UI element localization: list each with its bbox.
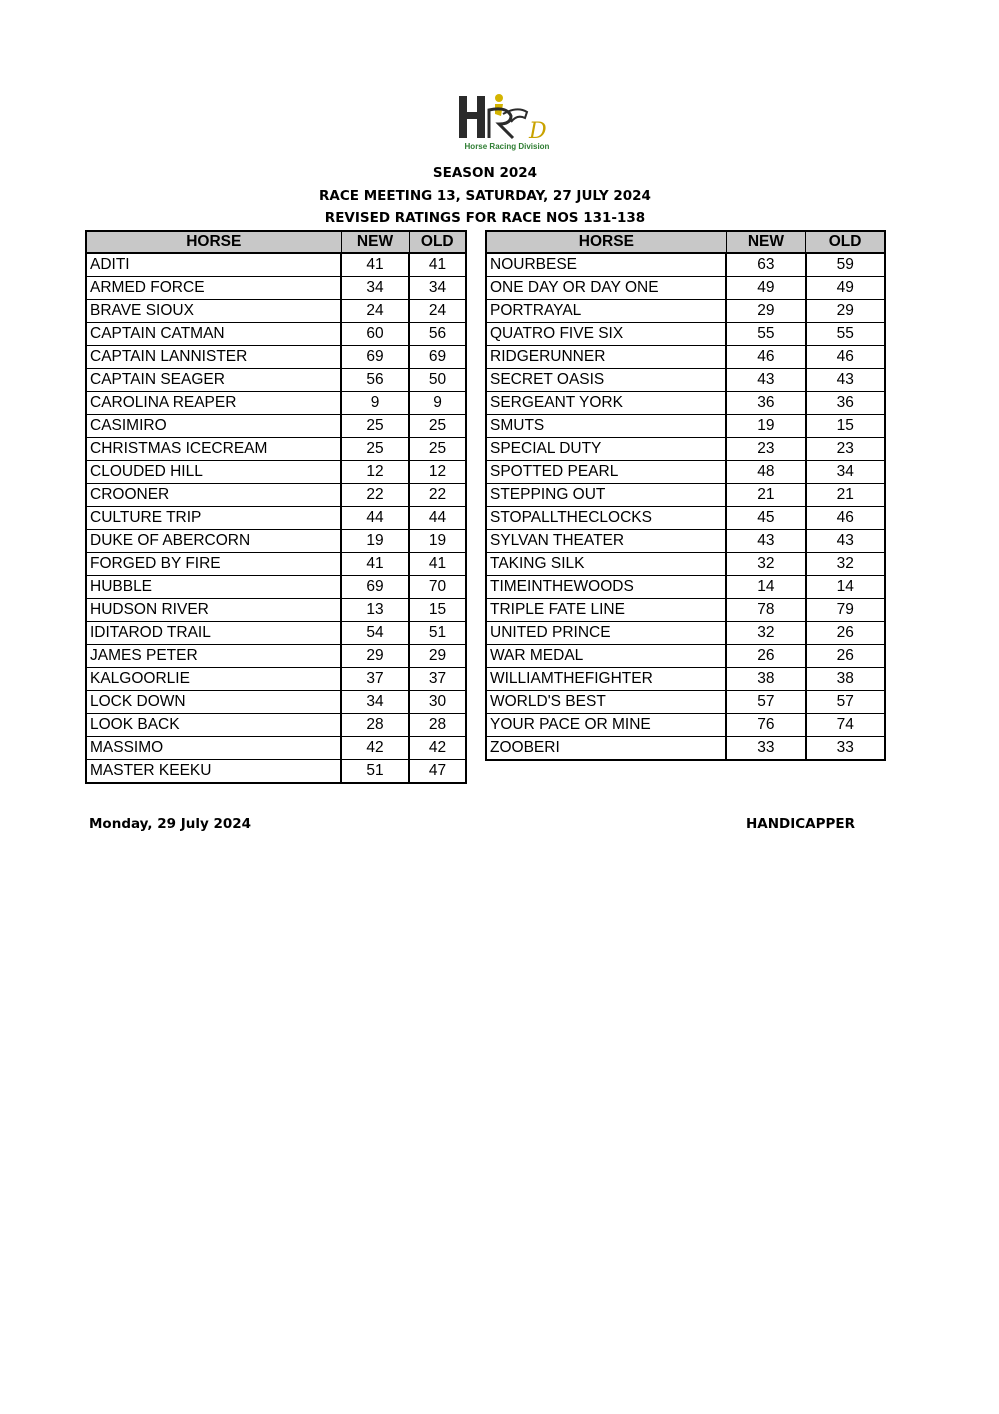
table-row — [86, 760, 466, 784]
old-rating-cell: 15 — [409, 599, 466, 622]
new-rating-cell: 28 — [341, 714, 409, 737]
horse-name-cell: STOPALLTHECLOCKS — [486, 507, 726, 530]
ratings-title: REVISED RATINGS FOR RACE NOS 131-138 — [324, 210, 646, 226]
horse-name-cell: CULTURE TRIP — [86, 507, 341, 530]
old-rating-cell: 21 — [806, 484, 885, 507]
new-rating-cell: 32 — [726, 622, 805, 645]
table-row — [486, 438, 885, 461]
table-row — [486, 392, 885, 415]
horse-name-cell: HUBBLE — [86, 576, 341, 599]
table-row — [86, 323, 466, 346]
new-rating-cell: 29 — [726, 300, 805, 323]
table-row — [486, 346, 885, 369]
table-row — [86, 645, 466, 668]
new-rating-cell: 51 — [341, 760, 409, 784]
horse-name-cell: PORTRAYAL — [486, 300, 726, 323]
old-rating-cell: 69 — [409, 346, 466, 369]
column-header-old: OLD — [806, 231, 885, 253]
table-header-row — [486, 231, 885, 253]
table-row — [86, 530, 466, 553]
horse-name-cell: ARMED FORCE — [86, 277, 341, 300]
table-row — [86, 277, 466, 300]
horse-name-cell: SERGEANT YORK — [486, 392, 726, 415]
table-row — [86, 576, 466, 599]
horse-name-cell: CAROLINA REAPER — [86, 392, 341, 415]
table-row — [486, 553, 885, 576]
new-rating-cell: 12 — [341, 461, 409, 484]
old-rating-cell: 38 — [806, 668, 885, 691]
new-rating-cell: 41 — [341, 253, 409, 277]
horse-name-cell: IDITAROD TRAIL — [86, 622, 341, 645]
old-rating-cell: 41 — [409, 253, 466, 277]
horse-racing-logo-icon — [455, 92, 559, 144]
table-row — [86, 415, 466, 438]
old-rating-cell: 34 — [409, 277, 466, 300]
table-row — [86, 668, 466, 691]
footer-signature: HANDICAPPER — [746, 816, 856, 832]
new-rating-cell: 29 — [341, 645, 409, 668]
old-rating-cell: 22 — [409, 484, 466, 507]
horse-name-cell: ONE DAY OR DAY ONE — [486, 277, 726, 300]
old-rating-cell: 44 — [409, 507, 466, 530]
horse-name-cell: SYLVAN THEATER — [486, 530, 726, 553]
ratings-table-left — [85, 230, 467, 784]
table-row — [486, 300, 885, 323]
table-row — [486, 323, 885, 346]
table-row — [86, 714, 466, 737]
table-row — [86, 346, 466, 369]
new-rating-cell: 69 — [341, 576, 409, 599]
table-row — [86, 392, 466, 415]
table-row — [486, 645, 885, 668]
horse-name-cell: QUATRO FIVE SIX — [486, 323, 726, 346]
old-rating-cell: 29 — [806, 300, 885, 323]
table-row — [86, 369, 466, 392]
new-rating-cell: 56 — [341, 369, 409, 392]
horse-name-cell: UNITED PRINCE — [486, 622, 726, 645]
horse-name-cell: ADITI — [86, 253, 341, 277]
horse-name-cell: ZOOBERI — [486, 737, 726, 761]
horse-name-cell: CAPTAIN SEAGER — [86, 369, 341, 392]
old-rating-cell: 19 — [409, 530, 466, 553]
new-rating-cell: 45 — [726, 507, 805, 530]
old-rating-cell: 43 — [806, 369, 885, 392]
table-row — [86, 599, 466, 622]
horse-name-cell: TAKING SILK — [486, 553, 726, 576]
old-rating-cell: 36 — [806, 392, 885, 415]
horse-name-cell: TRIPLE FATE LINE — [486, 599, 726, 622]
table-row — [486, 484, 885, 507]
new-rating-cell: 57 — [726, 691, 805, 714]
old-rating-cell: 41 — [409, 553, 466, 576]
new-rating-cell: 54 — [341, 622, 409, 645]
new-rating-cell: 55 — [726, 323, 805, 346]
new-rating-cell: 38 — [726, 668, 805, 691]
old-rating-cell: 26 — [806, 645, 885, 668]
table-row — [486, 461, 885, 484]
new-rating-cell: 69 — [341, 346, 409, 369]
column-header-horse: HORSE — [486, 231, 726, 253]
table-row — [86, 737, 466, 760]
table-row — [486, 622, 885, 645]
old-rating-cell: 9 — [409, 392, 466, 415]
horse-name-cell: RIDGERUNNER — [486, 346, 726, 369]
table-row — [486, 277, 885, 300]
new-rating-cell: 14 — [726, 576, 805, 599]
old-rating-cell: 49 — [806, 277, 885, 300]
new-rating-cell: 34 — [341, 277, 409, 300]
new-rating-cell: 46 — [726, 346, 805, 369]
new-rating-cell: 26 — [726, 645, 805, 668]
new-rating-cell: 19 — [341, 530, 409, 553]
table-row — [486, 530, 885, 553]
old-rating-cell: 70 — [409, 576, 466, 599]
hrd-logo — [455, 92, 559, 158]
logo-caption: Horse Racing Division — [464, 142, 550, 151]
new-rating-cell: 23 — [726, 438, 805, 461]
old-rating-cell: 51 — [409, 622, 466, 645]
horse-name-cell: NOURBESE — [486, 253, 726, 277]
new-rating-cell: 33 — [726, 737, 805, 761]
table-row — [486, 369, 885, 392]
table-row — [486, 576, 885, 599]
new-rating-cell: 76 — [726, 714, 805, 737]
old-rating-cell: 55 — [806, 323, 885, 346]
horse-name-cell: SMUTS — [486, 415, 726, 438]
horse-name-cell: CROONER — [86, 484, 341, 507]
table-row — [86, 461, 466, 484]
old-rating-cell: 29 — [409, 645, 466, 668]
horse-name-cell: CASIMIRO — [86, 415, 341, 438]
table-row — [486, 253, 885, 277]
table-row — [486, 691, 885, 714]
new-rating-cell: 48 — [726, 461, 805, 484]
new-rating-cell: 25 — [341, 438, 409, 461]
old-rating-cell: 37 — [409, 668, 466, 691]
new-rating-cell: 25 — [341, 415, 409, 438]
old-rating-cell: 79 — [806, 599, 885, 622]
old-rating-cell: 32 — [806, 553, 885, 576]
new-rating-cell: 49 — [726, 277, 805, 300]
old-rating-cell: 56 — [409, 323, 466, 346]
horse-name-cell: BRAVE SIOUX — [86, 300, 341, 323]
old-rating-cell: 46 — [806, 507, 885, 530]
old-rating-cell: 30 — [409, 691, 466, 714]
table-row — [86, 484, 466, 507]
column-header-old: OLD — [409, 231, 466, 253]
old-rating-cell: 43 — [806, 530, 885, 553]
new-rating-cell: 44 — [341, 507, 409, 530]
old-rating-cell: 34 — [806, 461, 885, 484]
ratings-table-right — [485, 230, 886, 761]
horse-name-cell: YOUR PACE OR MINE — [486, 714, 726, 737]
old-rating-cell: 12 — [409, 461, 466, 484]
old-rating-cell: 50 — [409, 369, 466, 392]
meeting-title: RACE MEETING 13, SATURDAY, 27 JULY 2024 — [319, 188, 651, 204]
svg-text:D: D — [529, 119, 547, 144]
old-rating-cell: 15 — [806, 415, 885, 438]
horse-name-cell: FORGED BY FIRE — [86, 553, 341, 576]
new-rating-cell: 43 — [726, 530, 805, 553]
horse-name-cell: WORLD'S BEST — [486, 691, 726, 714]
horse-name-cell: WAR MEDAL — [486, 645, 726, 668]
new-rating-cell: 63 — [726, 253, 805, 277]
column-header-new: NEW — [341, 231, 409, 253]
old-rating-cell: 25 — [409, 438, 466, 461]
horse-name-cell: STEPPING OUT — [486, 484, 726, 507]
new-rating-cell: 24 — [341, 300, 409, 323]
horse-name-cell: SPECIAL DUTY — [486, 438, 726, 461]
season-title: SEASON 2024 — [432, 165, 538, 181]
table-row — [86, 691, 466, 714]
new-rating-cell: 13 — [341, 599, 409, 622]
footer-date: Monday, 29 July 2024 — [89, 816, 252, 832]
horse-name-cell: LOCK DOWN — [86, 691, 341, 714]
table-row — [86, 553, 466, 576]
table-row — [486, 737, 885, 761]
horse-name-cell: CAPTAIN LANNISTER — [86, 346, 341, 369]
old-rating-cell: 33 — [806, 737, 885, 761]
old-rating-cell: 42 — [409, 737, 466, 760]
old-rating-cell: 59 — [806, 253, 885, 277]
horse-name-cell: JAMES PETER — [86, 645, 341, 668]
new-rating-cell: 41 — [341, 553, 409, 576]
new-rating-cell: 43 — [726, 369, 805, 392]
horse-name-cell: CLOUDED HILL — [86, 461, 341, 484]
old-rating-cell: 57 — [806, 691, 885, 714]
table-row — [486, 599, 885, 622]
new-rating-cell: 34 — [341, 691, 409, 714]
old-rating-cell: 28 — [409, 714, 466, 737]
horse-name-cell: SECRET OASIS — [486, 369, 726, 392]
table-row — [86, 253, 466, 277]
old-rating-cell: 23 — [806, 438, 885, 461]
old-rating-cell: 24 — [409, 300, 466, 323]
table-row — [86, 300, 466, 323]
new-rating-cell: 36 — [726, 392, 805, 415]
new-rating-cell: 60 — [341, 323, 409, 346]
table-row — [86, 622, 466, 645]
table-row — [486, 507, 885, 530]
old-rating-cell: 74 — [806, 714, 885, 737]
old-rating-cell: 46 — [806, 346, 885, 369]
old-rating-cell: 14 — [806, 576, 885, 599]
column-header-new: NEW — [726, 231, 805, 253]
table-row — [86, 507, 466, 530]
horse-name-cell: KALGOORLIE — [86, 668, 341, 691]
horse-name-cell: MASSIMO — [86, 737, 341, 760]
horse-name-cell: MASTER KEEKU — [86, 760, 341, 784]
old-rating-cell: 25 — [409, 415, 466, 438]
new-rating-cell: 21 — [726, 484, 805, 507]
table-row — [486, 668, 885, 691]
horse-name-cell: LOOK BACK — [86, 714, 341, 737]
old-rating-cell: 26 — [806, 622, 885, 645]
new-rating-cell: 9 — [341, 392, 409, 415]
column-header-horse: HORSE — [86, 231, 341, 253]
new-rating-cell: 78 — [726, 599, 805, 622]
horse-name-cell: SPOTTED PEARL — [486, 461, 726, 484]
horse-name-cell: TIMEINTHEWOODS — [486, 576, 726, 599]
horse-name-cell: CAPTAIN CATMAN — [86, 323, 341, 346]
new-rating-cell: 37 — [341, 668, 409, 691]
new-rating-cell: 42 — [341, 737, 409, 760]
table-row — [86, 438, 466, 461]
horse-name-cell: WILLIAMTHEFIGHTER — [486, 668, 726, 691]
horse-name-cell: DUKE OF ABERCORN — [86, 530, 341, 553]
horse-name-cell: CHRISTMAS ICECREAM — [86, 438, 341, 461]
table-row — [486, 415, 885, 438]
horse-name-cell: HUDSON RIVER — [86, 599, 341, 622]
new-rating-cell: 19 — [726, 415, 805, 438]
new-rating-cell: 22 — [341, 484, 409, 507]
table-row — [486, 714, 885, 737]
new-rating-cell: 32 — [726, 553, 805, 576]
table-header-row — [86, 231, 466, 253]
old-rating-cell: 47 — [409, 760, 466, 784]
